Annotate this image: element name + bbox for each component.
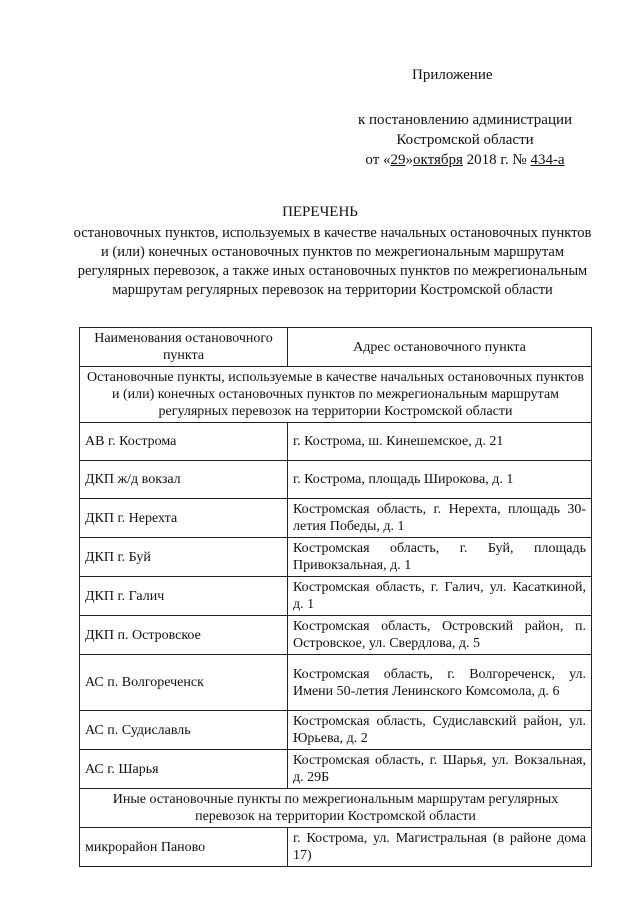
stops-table bbox=[79, 327, 592, 867]
stop-address: Костромская область, г. Галич, ул. Касаткиной, д. 1 bbox=[288, 577, 592, 616]
date-prefix: от « bbox=[365, 152, 391, 168]
table-row bbox=[80, 461, 592, 499]
stop-name: АС г. Шарья bbox=[80, 750, 288, 789]
section-heading-1: Остановочные пункты, используемые в качестве начальных остановочных пунктов и (или) конечных остановочных пунктов по межрегиональным маршрутам регулярных перевозок на территории Костромской области bbox=[80, 367, 592, 423]
date-year: 2018 г. № bbox=[462, 152, 527, 168]
table-row bbox=[80, 499, 592, 538]
stop-name: АС п. Судиславль bbox=[80, 711, 288, 750]
decree-line-2: Костромской области bbox=[396, 132, 534, 148]
appendix-label: Приложение bbox=[412, 67, 493, 83]
table-row bbox=[80, 423, 592, 461]
table-row bbox=[80, 616, 592, 655]
stop-name: АС п. Волгореченск bbox=[80, 655, 288, 711]
decree-day: 29 bbox=[390, 152, 406, 168]
table-row bbox=[80, 750, 592, 789]
document-title: ПЕРЕЧЕНЬ bbox=[282, 204, 358, 220]
stop-name: ДКП г. Галич bbox=[80, 577, 288, 616]
stop-address: Костромская область, г. Волгореченск, ул. Имени 50-летия Ленинского Комсомола, д. 6 bbox=[288, 655, 592, 711]
stop-address: г. Кострома, площадь Широкова, д. 1 bbox=[288, 461, 592, 499]
table-row bbox=[80, 711, 592, 750]
decree-date-line bbox=[300, 150, 630, 170]
stop-address: Костромская область, г. Буй, площадь Привокзальная, д. 1 bbox=[288, 538, 592, 577]
decree-reference bbox=[300, 110, 630, 170]
table-row bbox=[80, 538, 592, 577]
stop-name: микрорайон Паново bbox=[80, 828, 288, 867]
stop-name: ДКП п. Островское bbox=[80, 616, 288, 655]
stop-address: Костромская область, г. Нерехта, площадь 30-летия Победы, д. 1 bbox=[288, 499, 592, 538]
decree-month: октября bbox=[413, 152, 463, 168]
section-row bbox=[80, 367, 592, 423]
document-intro: остановочных пунктов, используемых в качестве начальных остановочных пунктов и (или) конечных остановочных пунктов по межрегиональным маршрутам регулярных перевозок, а также иных остановочных пунктов по межрегиональным маршрутам регулярных перевозок на территории Костромской области bbox=[73, 225, 592, 298]
stop-name: ДКП г. Буй bbox=[80, 538, 288, 577]
stop-address: Костромская область, Судиславский район, ул. Юрьева, д. 2 bbox=[288, 711, 592, 750]
stop-address: г. Кострома, ул. Магистральная (в районе дома 17) bbox=[288, 828, 592, 867]
date-mid: » bbox=[405, 152, 414, 168]
table-row bbox=[80, 828, 592, 867]
column-header-address: Адрес остановочного пункта bbox=[288, 328, 592, 367]
section-heading-2: Иные остановочные пункты по межрегиональным маршрутам регулярных перевозок на территории Костромской области bbox=[80, 789, 592, 828]
stop-name: ДКП г. Нерехта bbox=[80, 499, 288, 538]
stop-name: ДКП ж/д вокзал bbox=[80, 461, 288, 499]
decree-line-1: к постановлению администрации bbox=[357, 112, 573, 128]
table-row bbox=[80, 577, 592, 616]
table-row bbox=[80, 655, 592, 711]
decree-number: 434-а bbox=[530, 152, 565, 168]
table-header-row bbox=[80, 328, 592, 367]
stop-address: Костромская область, Островский район, п. Островское, ул. Свердлова, д. 5 bbox=[288, 616, 592, 655]
column-header-name: Наименования остановочного пункта bbox=[80, 328, 288, 367]
stop-address: Костромская область, г. Шарья, ул. Вокзальная, д. 29Б bbox=[288, 750, 592, 789]
section-row bbox=[80, 789, 592, 828]
stop-address: г. Кострома, ш. Кинешемское, д. 21 bbox=[288, 423, 592, 461]
stop-name: АВ г. Кострома bbox=[80, 423, 288, 461]
